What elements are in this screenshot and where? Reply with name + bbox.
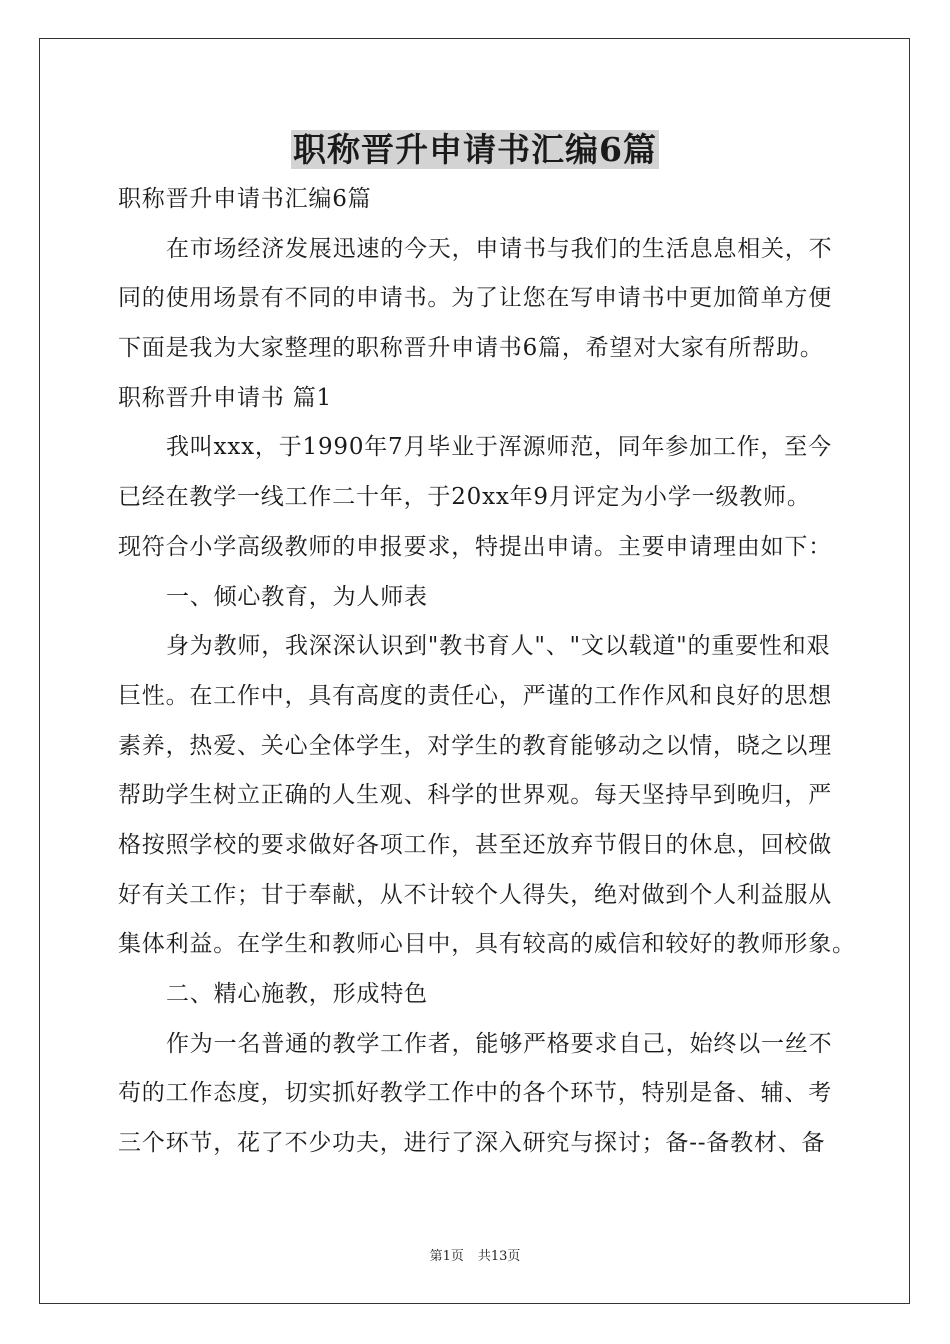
subsection-heading: 二、精心施教，形成特色: [166, 981, 428, 1007]
body-line: 下面是我为大家整理的职称晋升申请书6篇，希望对大家有所帮助。: [118, 335, 824, 362]
section-heading: 职称晋升申请书 篇1: [118, 384, 332, 411]
body-line: 我叫xxx，于1990年7月毕业于浑源师范，同年参加工作，至今: [166, 434, 832, 461]
body-line: 格按照学校的要求做好各项工作，甚至还放弃节假日的休息，回校做: [118, 831, 832, 858]
body-line: 同的使用场景有不同的申请书。为了让您在写申请书中更加简单方便: [118, 285, 832, 312]
document-title: [0, 124, 950, 176]
body-line: 三个环节，花了不少功夫，进行了深入研究与探讨；备--备教材、备: [118, 1130, 826, 1157]
page-total: 共13页: [477, 1249, 521, 1264]
title-text: 职称晋升申请书汇编6篇: [293, 130, 657, 169]
document-body: [118, 175, 856, 1169]
body-line: 职称晋升申请书汇编6篇: [118, 186, 372, 212]
subsection-heading: 一、倾心教育，为人师表: [166, 583, 428, 610]
page-footer: [0, 1247, 950, 1267]
body-line: 作为一名普通的教学工作者，能够严格要求自己，始终以一丝不: [166, 1030, 833, 1057]
body-line: 素养，热爱、关心全体学生，对学生的教育能够动之以情，晓之以理: [118, 732, 832, 759]
body-line: 身为教师，我深深认识到"教书育人"、"文以载道"的重要性和艰: [166, 633, 831, 660]
body-line: 巨性。在工作中，具有高度的责任心，严谨的工作作风和良好的思想: [118, 682, 832, 709]
body-line: 苟的工作态度，切实抓好教学工作中的各个环节，特别是备、辅、考: [118, 1080, 832, 1107]
page-number: 第1页: [429, 1249, 464, 1264]
body-line: 集体利益。在学生和教师心目中，具有较高的威信和较好的教师形象。: [118, 931, 856, 958]
body-line: 好有关工作；甘于奉献，从不计较个人得失，绝对做到个人利益服从: [118, 881, 832, 908]
body-line: 帮助学生树立正确的人生观、科学的世界观。每天坚持早到晚归，严: [118, 782, 832, 809]
body-line: 现符合小学高级教师的申报要求，特提出申请。主要申请理由如下：: [118, 533, 832, 560]
body-line: 在市场经济发展迅速的今天，申请书与我们的生活息息相关，不: [166, 235, 833, 262]
body-line: 已经在教学一线工作二十年，于20xx年9月评定为小学一级教师。: [118, 484, 811, 511]
